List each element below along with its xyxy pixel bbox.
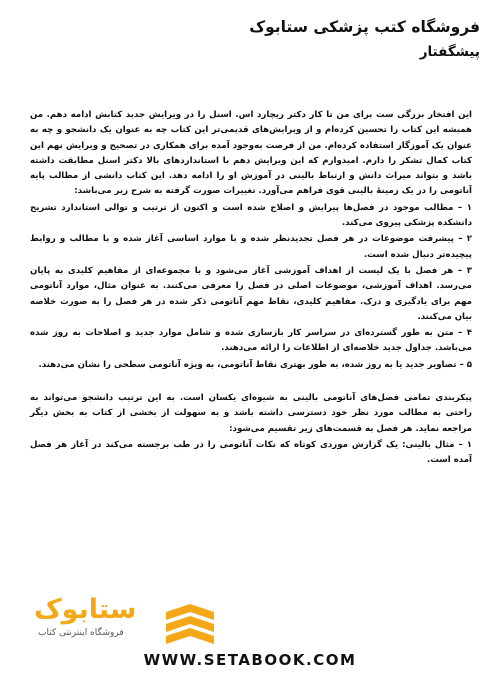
logo-wordmark: ستابوک <box>34 594 137 625</box>
list-item-5: ۵ – تصاویر جدید یا به روز شده، به طور بهتری نقاط آناتومی، به ویژه آناتومی سطحی را نشان می‌دهند. <box>38 359 472 370</box>
paragraph-structure: پیکربندی تمامی فصل‌های آناتومی بالینی به شیوه‌ای یکسان است. به این ترتیب دانشجو می‌تواند به راحتی به مطالب مورد نظر خود دسترسی داشته باشد و به سهولت از بخشی از کتاب به بخش دیگر مراجعه نماید. هر فصل به قسمت‌های زیر تقسیم می‌شود: <box>30 393 472 434</box>
list-item-3: ۳ – هر فصل با یک لیست از اهداف آموزشی آغاز می‌شود و با مجموعه‌ای از مفاهیم کلیدی به پایان می‌رسد. اهداف آموزشی، موضوعات اصلی در فصل را معرفی می‌کنند. به عنوان مثال، موارد آناتومی مهم برای یادگیری و درک. مفاهیم کلیدی، نقاط مهم آناتومی ذکر شده در هر فصل را به صورت خلاصه بیان می‌کنند. <box>30 265 472 322</box>
book-chevron-icon <box>160 602 220 652</box>
list-item-1: ۱ – مطالب موجود در فصل‌ها پیرایش و اصلاح شده است و اکنون از ترتیب و توالی استاندارد تشریح دانشکده پزشکی پیروی می‌کند. <box>30 202 472 229</box>
section-title-preface: پیشگفتار <box>419 44 480 60</box>
list-item-4: ۴ – متن به طور گسترده‌ای در سراسر کار بازسازی شده و شامل موارد جدید و اصلاحات به روز شده می‌باشد. جداول جدید خلاصه‌ای از اطلاعات را ارائه می‌دهند. <box>30 328 472 354</box>
paragraph-intro: این افتخار بزرگی ست برای من تا کار دکتر ریچارد اس. اسنل را در ویرایش جدید کتابش ادامه دهم. من همیشه این کتاب را تحسین کرده‌ام و از ویرایش‌های قدیمی‌تر این کتاب چه به عنوان یک دانشجو و چه به عنوان یک آموزگار استفاده کرده‌ام. من از فرصت به‌وجود آمده برای همکاری در تصحیح و ویرایش نهم این کتاب کمال تشکر را دارم. امیدوارم که این ویرایش دهم با استانداردهای بالا دکتر اسنل مطابقت داشته باشد و بتواند میراث دانش و ارتباط بالینی در آموزش او را ادامه دهد. این کتاب دانشی از مطالب پایه آناتومی را در یک زمینهٔ بالینی قوی فراهم می‌آورد. تغییرات صورت گرفته به شرح زیر می‌باشد: <box>30 110 472 197</box>
setabook-logo <box>30 594 230 654</box>
list-item-clinical-case: ۱ – مثال بالینی: یک گزارش موردی کوتاه که نکات آناتومی را در طب برجسته می‌کند در آغاز هر فصل آمده است. <box>30 439 472 466</box>
website-url[interactable]: WWW.SETABOOK.COM <box>143 651 357 669</box>
list-item-2: ۲ – پیشرفت موضوعات در هر فصل تجدیدنظر شده و با موارد اساسی آغاز شده و با مطالب و روابط پیچیده‌تر دنبال شده است. <box>30 234 472 260</box>
logo-tagline: فروشگاه اینترنتی کتاب <box>38 628 124 638</box>
paragraph-spacer <box>30 373 472 391</box>
preface-body <box>30 108 472 469</box>
store-title: فروشگاه کتب پزشکی ستابوک <box>249 18 480 36</box>
